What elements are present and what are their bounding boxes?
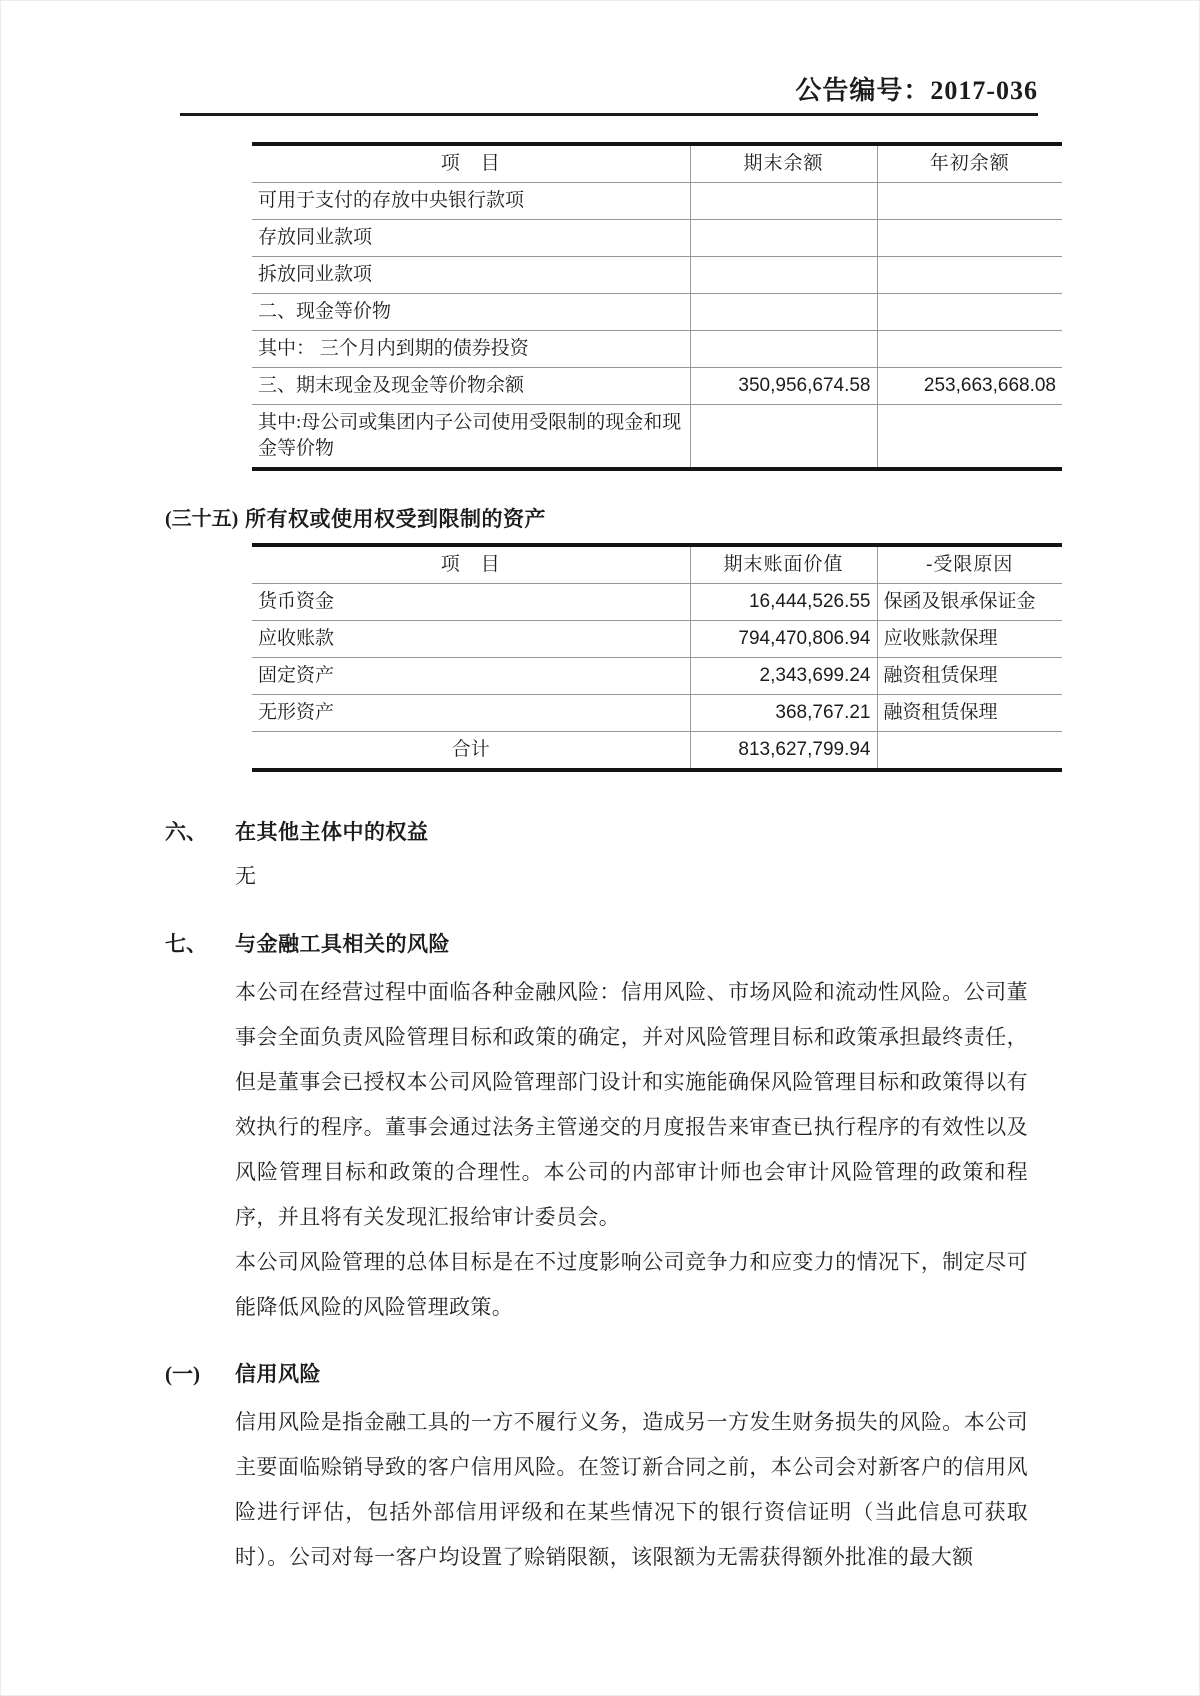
section-7-1-heading — [165, 1360, 1030, 1388]
ending-balance-cell — [690, 183, 877, 220]
row-label: 应收账款 — [252, 621, 690, 658]
section-title: 与金融工具相关的风险 — [235, 932, 450, 956]
section-title: 所有权或使用权受到限制的资产 — [245, 507, 546, 531]
carrying-value-cell: 368,767.21 — [690, 695, 877, 732]
table-row — [252, 584, 1062, 621]
section-6-body: 无 — [235, 864, 256, 888]
ending-balance-cell — [690, 257, 877, 294]
restriction-reason-cell — [877, 732, 1062, 771]
row-label: 可用于支付的存放中央银行款项 — [252, 183, 690, 220]
restriction-reason-cell: 保函及银承保证金 — [877, 584, 1062, 621]
beginning-balance-cell — [877, 220, 1062, 257]
section-7-heading — [165, 930, 1030, 958]
row-label: 二、现金等价物 — [252, 294, 690, 331]
table-header-row — [252, 545, 1062, 584]
col-header-carrying-value: 期末账面价值 — [690, 545, 877, 584]
row-label: 其中： 三个月内到期的债券投资 — [252, 331, 690, 368]
table-row — [252, 695, 1062, 732]
cash-equivalents-table — [252, 142, 1062, 471]
beginning-balance-cell — [877, 257, 1062, 294]
section-6-heading — [165, 818, 1030, 846]
section-number: (三十五) — [165, 508, 239, 530]
col-header-item: 项 目 — [252, 545, 690, 584]
restriction-reason-cell: 应收账款保理 — [877, 621, 1062, 658]
ending-balance-cell — [690, 294, 877, 331]
row-label: 三、期末现金及现金等价物余额 — [252, 368, 690, 405]
doc-header — [180, 76, 1038, 116]
section-7-paragraph-2: 本公司风险管理的总体目标是在不过度影响公司竞争力和应变力的情况下，制定尽可能降低风险的风险管理政策。 — [235, 1250, 1028, 1319]
section-title: 在其他主体中的权益 — [235, 820, 429, 844]
total-label: 合计 — [451, 739, 490, 760]
table-row — [252, 621, 1062, 658]
carrying-value-cell: 16,444,526.55 — [690, 584, 877, 621]
row-label: 固定资产 — [252, 658, 690, 695]
table-row — [252, 331, 1062, 368]
row-label: 存放同业款项 — [252, 220, 690, 257]
section-number: (一) — [165, 1362, 200, 1386]
table-header-row — [252, 144, 1062, 183]
total-value-cell: 813,627,799.94 — [690, 732, 877, 771]
section-title: 信用风险 — [235, 1362, 321, 1386]
table-row — [252, 220, 1062, 257]
beginning-balance-cell: 253,663,668.08 — [877, 368, 1062, 405]
beginning-balance-cell — [877, 294, 1062, 331]
row-label: 无形资产 — [252, 695, 690, 732]
section-number: 六、 — [165, 820, 207, 844]
beginning-balance-cell — [877, 405, 1062, 470]
row-label: 其中:母公司或集团内子公司使用受限制的现金和现金等价物 — [258, 412, 682, 459]
col-header-item: 项 目 — [252, 144, 690, 183]
section-7-paragraph-1: 本公司在经营过程中面临各种金融风险：信用风险、市场风险和流动性风险。公司董事会全面负责风险管理目标和政策的确定，并对风险管理目标和政策承担最终责任，但是董事会已授权本公司风险管理部门设计和实施能确保风险管理目标和政策得以有效执行的程序。董事会通过法务主管递交的月度报告来审查已执行程序的有效性以及风险管理目标和政策的合理性。本公司的内部审计师也会审计风险管理的政策和程序，并且将有关发现汇报给审计委员会。 — [235, 980, 1028, 1229]
ending-balance-cell: 350,956,674.58 — [690, 368, 877, 405]
restricted-assets-table — [252, 543, 1062, 772]
announcement-number: 公告编号：2017-036 — [795, 76, 1038, 105]
col-header-beginning-balance: 年初余额 — [877, 144, 1062, 183]
row-label: 货币资金 — [252, 584, 690, 621]
row-label: 拆放同业款项 — [252, 257, 690, 294]
ending-balance-cell — [690, 405, 877, 470]
table-total-row — [252, 732, 1062, 771]
table-row — [252, 294, 1062, 331]
restriction-reason-cell: 融资租赁保理 — [877, 658, 1062, 695]
credit-risk-paragraph: 信用风险是指金融工具的一方不履行义务，造成另一方发生财务损失的风险。本公司主要面临赊销导致的客户信用风险。在签订新合同之前，本公司会对新客户的信用风险进行评估，包括外部信用评级和在某些情况下的银行资信证明（当此信息可获取时）。公司对每一客户均设置了赊销限额，该限额为无需获得额外批准的最大额 — [235, 1410, 1028, 1569]
carrying-value-cell: 794,470,806.94 — [690, 621, 877, 658]
table-row — [252, 405, 1062, 470]
carrying-value-cell: 2,343,699.24 — [690, 658, 877, 695]
ending-balance-cell — [690, 220, 877, 257]
col-header-ending-balance: 期末余额 — [690, 144, 877, 183]
beginning-balance-cell — [877, 183, 1062, 220]
section-number: 七、 — [165, 932, 207, 956]
table-row — [252, 658, 1062, 695]
col-header-restriction-reason: -受限原因 — [877, 545, 1062, 584]
ending-balance-cell — [690, 331, 877, 368]
table-row — [252, 183, 1062, 220]
section-35-heading — [165, 505, 1030, 533]
restriction-reason-cell: 融资租赁保理 — [877, 695, 1062, 732]
table-row — [252, 257, 1062, 294]
beginning-balance-cell — [877, 331, 1062, 368]
table-row — [252, 368, 1062, 405]
